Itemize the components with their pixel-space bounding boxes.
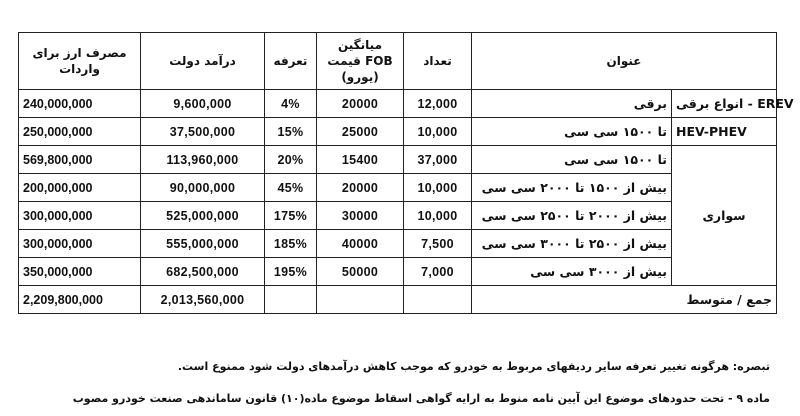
table-row [19, 90, 777, 118]
notes-section [0, 356, 770, 410]
total-gov-revenue: 2,013,560,000 [141, 286, 265, 314]
cell-avg-fob: 20000 [317, 90, 404, 118]
cell-avg-fob: 40000 [317, 230, 404, 258]
cell-count: 10,000 [404, 118, 472, 146]
table-row [19, 230, 777, 258]
cell-count: 7,000 [404, 258, 472, 286]
table-row [19, 118, 777, 146]
total-import-currency: 2,209,800,000 [19, 286, 141, 314]
cell-avg-fob: 15400 [317, 146, 404, 174]
header-title: عنوان [472, 33, 777, 90]
cell-gov-revenue: 37,500,000 [141, 118, 265, 146]
total-fob-empty [317, 286, 404, 314]
header-avg-fob: میانگین قیمت FOB (یورو) [317, 33, 404, 90]
header-gov-revenue: درآمد دولت [141, 33, 265, 90]
cell-import-currency: 240,000,000 [19, 90, 141, 118]
table-row [19, 202, 777, 230]
cell-tariff: 185% [265, 230, 317, 258]
header-import-currency: مصرف ارز برای واردات [19, 33, 141, 90]
cell-gov-revenue: 555,000,000 [141, 230, 265, 258]
cell-tariff: 195% [265, 258, 317, 286]
cell-gov-revenue: 113,960,000 [141, 146, 265, 174]
total-count-empty [404, 286, 472, 314]
cell-avg-fob: 50000 [317, 258, 404, 286]
cell-gov-revenue: 525,000,000 [141, 202, 265, 230]
cell-import-currency: 569,800,000 [19, 146, 141, 174]
cell-tariff: 175% [265, 202, 317, 230]
cell-tariff: 15% [265, 118, 317, 146]
table-row [19, 146, 777, 174]
cell-gov-revenue: 682,500,000 [141, 258, 265, 286]
cell-category: HEV-PHEV [672, 118, 777, 146]
cell-subtitle: بیش از ۲۰۰۰ تا ۲۵۰۰ سی سی [472, 202, 672, 230]
cell-subtitle: تا ۱۵۰۰ سی سی [472, 118, 672, 146]
cell-gov-revenue: 90,000,000 [141, 174, 265, 202]
cell-import-currency: 200,000,000 [19, 174, 141, 202]
tariff-table [18, 32, 794, 314]
cell-gov-revenue: 9,600,000 [141, 90, 265, 118]
total-label: جمع / متوسط [472, 286, 777, 314]
cell-subtitle: بیش از ۱۵۰۰ تا ۲۰۰۰ سی سی [472, 174, 672, 202]
cell-subtitle: بیش از ۲۵۰۰ تا ۳۰۰۰ سی سی [472, 230, 672, 258]
cell-count: 37,000 [404, 146, 472, 174]
cell-count: 12,000 [404, 90, 472, 118]
cell-count: 7,500 [404, 230, 472, 258]
cell-category: انواع برقی - EREV [672, 90, 777, 118]
cell-import-currency: 300,000,000 [19, 230, 141, 258]
cell-avg-fob: 20000 [317, 174, 404, 202]
cell-tariff: 20% [265, 146, 317, 174]
cell-count: 10,000 [404, 202, 472, 230]
table-row [19, 258, 777, 286]
cell-subtitle: تا ۱۵۰۰ سی سی [472, 146, 672, 174]
cell-avg-fob: 25000 [317, 118, 404, 146]
total-row [19, 286, 777, 314]
cell-tariff: 45% [265, 174, 317, 202]
cell-subtitle: برقی [472, 90, 672, 118]
cell-avg-fob: 30000 [317, 202, 404, 230]
cell-subtitle: بیش از ۳۰۰۰ سی سی [472, 258, 672, 286]
note-tabsareh: تبصره: هرگونه تغییر تعرفه سایر ردیفهای مربوط به خودرو که موجب کاهش درآمدهای دولت شود ممنوع است. [177, 360, 770, 373]
header-tariff: تعرفه [265, 33, 317, 90]
total-tariff-empty [265, 286, 317, 314]
cell-tariff: 4% [265, 90, 317, 118]
cell-category-merged: سواری [672, 146, 777, 286]
cell-import-currency: 350,000,000 [19, 258, 141, 286]
cell-count: 10,000 [404, 174, 472, 202]
table-row [19, 174, 777, 202]
header-row [19, 33, 777, 90]
note-article-9: ماده ۹ - تحت حدودهای موضوع این آیین نامه منوط به ارایه گواهی اسقاط موضوع ماده(۱۰) قانون ساماندهی صنعت خودرو مصوب [72, 392, 770, 405]
cell-import-currency: 300,000,000 [19, 202, 141, 230]
header-count: تعداد [404, 33, 472, 90]
cell-import-currency: 250,000,000 [19, 118, 141, 146]
